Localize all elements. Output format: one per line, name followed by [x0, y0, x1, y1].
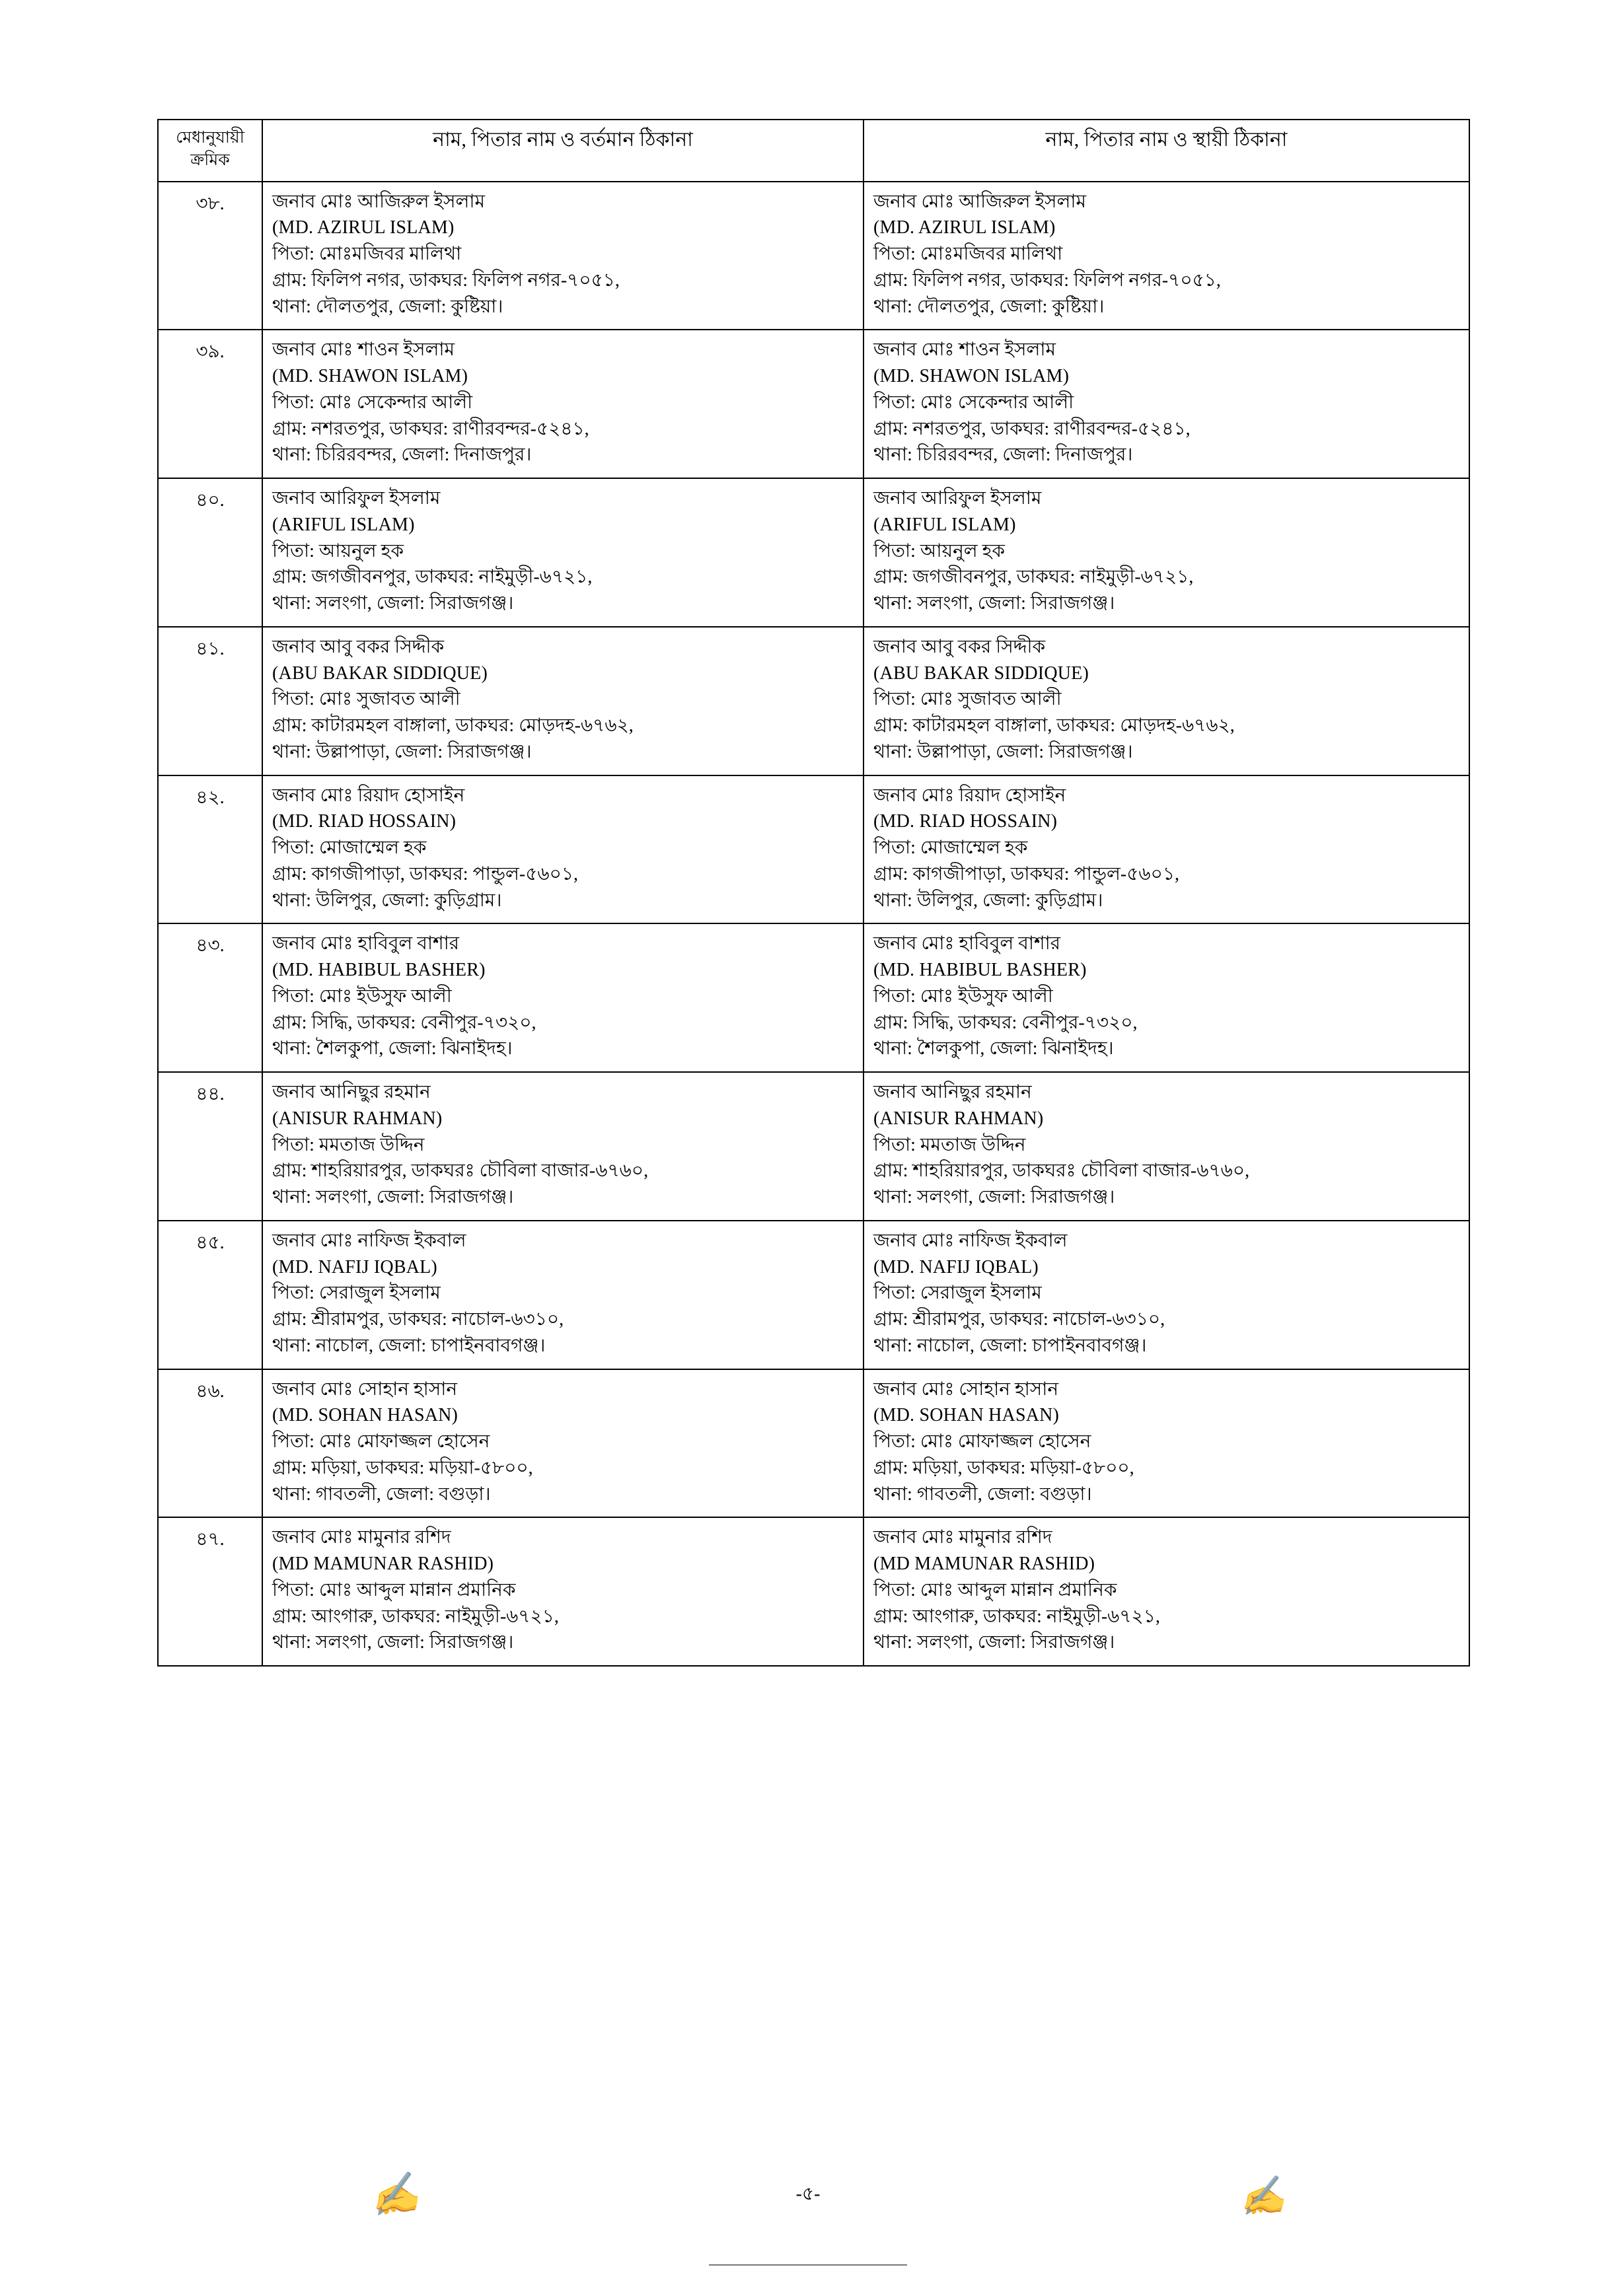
cell-permanent-address — [863, 775, 1469, 924]
address-line: গ্রাম: কাগজীপাড়া, ডাকঘর: পান্ডুল-৫৬০১, — [873, 863, 1179, 884]
address-line: গ্রাম: মড়িয়া, ডাকঘর: মড়িয়া-৫৮০০, — [272, 1457, 533, 1478]
table-row — [158, 478, 1469, 627]
address-line: পিতা: সেরাজুল ইসলাম — [272, 1283, 441, 1304]
cell-permanent-address — [863, 1072, 1469, 1221]
address-line: (ARIFUL ISLAM) — [272, 514, 415, 535]
address-line: পিতা: মোজাম্মেল হক — [272, 838, 427, 858]
cell-serial: ৪৩. — [158, 923, 262, 1072]
address-line: পিতা: সেরাজুল ইসলাম — [873, 1283, 1042, 1304]
address-line: পিতা: মোঃ সেকেন্দার আলী — [272, 392, 473, 413]
address-line: জনাব মোঃ হাবিবুল বাশার — [873, 933, 1061, 954]
cell-present-address — [262, 775, 863, 924]
cell-serial: ৪৬. — [158, 1369, 262, 1518]
address-line: পিতা: মমতাজ উদ্দিন — [873, 1134, 1026, 1155]
address-line: (MD. HABIBUL BASHER) — [272, 960, 486, 980]
address-line: থানা: গাবতলী, জেলা: বগুড়া। — [272, 1484, 491, 1505]
address-line: পিতা: মোঃ সুজাবত আলী — [272, 689, 460, 710]
address-line: থানা: শৈলকুপা, জেলা: ঝিনাইদহ। — [873, 1038, 1114, 1059]
address-line: পিতা: মোঃ ইউসুফ আলী — [873, 986, 1053, 1007]
table-row — [158, 1072, 1469, 1221]
address-line: (MD. SHAWON ISLAM) — [272, 366, 468, 386]
address-line: জনাব আরিফুল ইসলাম — [272, 488, 441, 509]
address-line: গ্রাম: কাটারমহল বাঙ্গালা, ডাকঘর: মোড়দহ-৬৭৬২, — [873, 715, 1235, 736]
address-line: জনাব মোঃ নাফিজ ইকবাল — [272, 1230, 466, 1251]
column-header-permanent-address: নাম, পিতার নাম ও স্থায়ী ঠিকানা — [863, 120, 1469, 182]
address-line: গ্রাম: শাহরিয়ারপুর, ডাকঘরঃ চৌবিলা বাজার-৬৭৬০, — [272, 1161, 649, 1182]
address-line: (ANISUR RAHMAN) — [272, 1108, 443, 1129]
column-header-present-address: নাম, পিতার নাম ও বর্তমান ঠিকানা — [262, 120, 863, 182]
cell-serial: ৪৭. — [158, 1517, 262, 1666]
address-line: (MD MAMUNAR RASHID) — [272, 1554, 494, 1574]
address-line: থানা: সলংগা, জেলা: সিরাজগঞ্জ। — [272, 593, 514, 614]
address-line: (ABU BAKAR SIDDIQUE) — [873, 663, 1089, 684]
address-line: জনাব মোঃ মামুনার রশিদ — [873, 1527, 1052, 1548]
cell-permanent-address — [863, 478, 1469, 627]
table-row — [158, 182, 1469, 330]
cell-present-address — [262, 1221, 863, 1369]
cell-permanent-address — [863, 923, 1469, 1072]
address-line: থানা: চিরিরবন্দর, জেলা: দিনাজপুর। — [873, 445, 1133, 466]
address-line: (MD. RIAD HOSSAIN) — [873, 811, 1058, 832]
address-line: গ্রাম: শাহরিয়ারপুর, ডাকঘরঃ চৌবিলা বাজার-৬৭৬০, — [873, 1161, 1250, 1182]
address-line: পিতা: মমতাজ উদ্দিন — [272, 1134, 425, 1155]
address-line: গ্রাম: জগজীবনপুর, ডাকঘর: নাইমুড়ী-৬৭২১, — [873, 567, 1194, 588]
cell-present-address — [262, 1072, 863, 1221]
address-line: (MD. SHAWON ISLAM) — [873, 366, 1070, 386]
table-row — [158, 1517, 1469, 1666]
footer-rule — [709, 2264, 907, 2266]
address-line: থানা: সলংগা, জেলা: সিরাজগঞ্জ। — [873, 593, 1115, 614]
address-line: পিতা: আয়নুল হক — [272, 540, 404, 561]
cell-permanent-address — [863, 330, 1469, 478]
address-line: থানা: নাচোল, জেলা: চাপাইনবাবগঞ্জ। — [272, 1335, 546, 1356]
address-line: পিতা: মোঃ সুজাবত আলী — [873, 689, 1062, 710]
address-line: গ্রাম: কাটারমহল বাঙ্গালা, ডাকঘর: মোড়দহ-৬৭৬২, — [272, 715, 634, 736]
cell-serial: ৩৮. — [158, 182, 262, 330]
cell-permanent-address — [863, 1221, 1469, 1369]
address-line: (MD. HABIBUL BASHER) — [873, 960, 1087, 980]
cell-serial: ৪১. — [158, 627, 262, 775]
address-line: পিতা: মোজাম্মেল হক — [873, 838, 1028, 858]
address-line: থানা: উলিপুর, জেলা: কুড়িগ্রাম। — [272, 890, 502, 911]
address-line: থানা: শৈলকুপা, জেলা: ঝিনাইদহ। — [272, 1038, 513, 1059]
address-line: পিতা: মোঃমজিবর মালিথা — [873, 244, 1063, 264]
address-line: পিতা: মোঃ সেকেন্দার আলী — [873, 392, 1074, 413]
cell-present-address — [262, 627, 863, 775]
table-row — [158, 923, 1469, 1072]
address-line: (MD. RIAD HOSSAIN) — [272, 811, 457, 832]
address-line: গ্রাম: মড়িয়া, ডাকঘর: মড়িয়া-৫৮০০, — [873, 1457, 1134, 1478]
address-line: থানা: সলংগা, জেলা: সিরাজগঞ্জ। — [272, 1632, 514, 1653]
address-line: জনাব আনিছুর রহমান — [873, 1082, 1032, 1102]
address-line: (MD. NAFIJ IQBAL) — [873, 1256, 1039, 1277]
address-line: থানা: উল্লাপাড়া, জেলা: সিরাজগঞ্জ। — [272, 741, 532, 762]
address-line: থানা: নাচোল, জেলা: চাপাইনবাবগঞ্জ। — [873, 1335, 1147, 1356]
signature-left: ✍ — [367, 2170, 423, 2220]
address-line: জনাব মোঃ শাওন ইসলাম — [873, 340, 1056, 361]
address-line: (MD. SOHAN HASAN) — [873, 1405, 1060, 1426]
cell-present-address — [262, 923, 863, 1072]
address-line: জনাব আরিফুল ইসলাম — [873, 488, 1042, 509]
address-line: জনাব আবু বকর সিদ্দীক — [873, 636, 1046, 657]
column-header-serial: মেধানুযায়ী ক্রমিক — [158, 120, 262, 182]
address-line: জনাব মোঃ আজিরুল ইসলাম — [873, 191, 1087, 212]
address-line: থানা: সলংগা, জেলা: সিরাজগঞ্জ। — [873, 1632, 1115, 1653]
cell-permanent-address — [863, 182, 1469, 330]
table-body — [158, 182, 1469, 1667]
cell-serial: ৪৪. — [158, 1072, 262, 1221]
address-line: পিতা: মোঃমজিবর মালিথা — [272, 244, 462, 264]
address-line: থানা: চিরিরবন্দর, জেলা: দিনাজপুর। — [272, 445, 532, 466]
address-line: জনাব মোঃ রিয়াদ হোসাইন — [873, 785, 1066, 806]
cell-serial: ৩৯. — [158, 330, 262, 478]
address-line: থানা: সলংগা, জেলা: সিরাজগঞ্জ। — [873, 1187, 1115, 1207]
table-row — [158, 1369, 1469, 1518]
address-line: থানা: গাবতলী, জেলা: বগুড়া। — [873, 1484, 1092, 1505]
cell-present-address — [262, 1369, 863, 1518]
address-line: গ্রাম: সিদ্ধি, ডাকঘর: বেনীপুর-৭৩২০, — [873, 1012, 1138, 1033]
page-number: -৫- — [795, 2184, 821, 2204]
address-line: গ্রাম: আংগারু, ডাকঘর: নাইমুড়ী-৬৭২১, — [873, 1606, 1160, 1627]
address-line: (MD MAMUNAR RASHID) — [873, 1554, 1095, 1574]
table-row — [158, 330, 1469, 478]
address-line: (MD. AZIRUL ISLAM) — [873, 217, 1056, 238]
address-line: পিতা: আয়নুল হক — [873, 540, 1005, 561]
address-line: জনাব মোঃ শাওন ইসলাম — [272, 340, 455, 361]
cell-permanent-address — [863, 627, 1469, 775]
address-line: গ্রাম: নশরতপুর, ডাকঘর: রাণীরবন্দর-৫২৪১, — [272, 418, 589, 439]
cell-present-address — [262, 330, 863, 478]
address-line: জনাব আবু বকর সিদ্দীক — [272, 636, 445, 657]
cell-serial: ৪৫. — [158, 1221, 262, 1369]
address-line: গ্রাম: শ্রীরামপুর, ডাকঘর: নাচোল-৬৩১০, — [272, 1309, 564, 1330]
table-row — [158, 627, 1469, 775]
address-line: (MD. NAFIJ IQBAL) — [272, 1256, 437, 1277]
address-line: জনাব মোঃ হাবিবুল বাশার — [272, 933, 460, 954]
address-line: জনাব মোঃ রিয়াদ হোসাইন — [272, 785, 465, 806]
address-line: জনাব আনিছুর রহমান — [272, 1082, 431, 1102]
cell-permanent-address — [863, 1369, 1469, 1518]
address-line: গ্রাম: শ্রীরামপুর, ডাকঘর: নাচোল-৬৩১০, — [873, 1309, 1165, 1330]
address-line: থানা: উল্লাপাড়া, জেলা: সিরাজগঞ্জ। — [873, 741, 1133, 762]
cell-present-address — [262, 182, 863, 330]
table-header — [158, 120, 1469, 182]
cell-permanent-address — [863, 1517, 1469, 1666]
address-line: গ্রাম: নশরতপুর, ডাকঘর: রাণীরবন্দর-৫২৪১, — [873, 418, 1191, 439]
address-line: গ্রাম: জগজীবনপুর, ডাকঘর: নাইমুড়ী-৬৭২১, — [272, 567, 593, 588]
address-line: (ANISUR RAHMAN) — [873, 1108, 1044, 1129]
address-line: গ্রাম: ফিলিপ নগর, ডাকঘর: ফিলিপ নগর-৭০৫১, — [272, 269, 620, 291]
address-line: (ARIFUL ISLAM) — [873, 514, 1016, 535]
address-line: থানা: দৌলতপুর, জেলা: কুষ্টিয়া। — [272, 296, 503, 317]
address-line: থানা: সলংগা, জেলা: সিরাজগঞ্জ। — [272, 1187, 514, 1207]
address-line: জনাব মোঃ সোহান হাসান — [873, 1379, 1059, 1400]
address-line: গ্রাম: আংগারু, ডাকঘর: নাইমুড়ী-৬৭২১, — [272, 1606, 559, 1627]
cell-serial: ৪০. — [158, 478, 262, 627]
address-line: পিতা: মোঃ আব্দুল মান্নান প্রমানিক — [272, 1579, 516, 1600]
address-line: জনাব মোঃ সোহান হাসান — [272, 1379, 458, 1400]
address-line: (ABU BAKAR SIDDIQUE) — [272, 663, 488, 684]
address-line: গ্রাম: কাগজীপাড়া, ডাকঘর: পান্ডুল-৫৬০১, — [272, 863, 578, 884]
cell-present-address — [262, 478, 863, 627]
cell-serial: ৪২. — [158, 775, 262, 924]
address-line: পিতা: মোঃ ইউসুফ আলী — [272, 986, 452, 1007]
candidate-roster-table — [157, 119, 1470, 1667]
address-line: থানা: উলিপুর, জেলা: কুড়িগ্রাম। — [873, 890, 1103, 911]
address-line: পিতা: মোঃ মোফাজ্জল হোসেন — [873, 1431, 1091, 1452]
table-row — [158, 775, 1469, 924]
address-line: গ্রাম: সিদ্ধি, ডাকঘর: বেনীপুর-৭৩২০, — [272, 1012, 536, 1033]
address-line: পিতা: মোঃ মোফাজ্জল হোসেন — [272, 1431, 490, 1452]
address-line: জনাব মোঃ নাফিজ ইকবাল — [873, 1230, 1068, 1251]
address-line: পিতা: মোঃ আব্দুল মান্নান প্রমানিক — [873, 1579, 1117, 1600]
address-line: জনাব মোঃ মামুনার রশিদ — [272, 1527, 451, 1548]
cell-present-address — [262, 1517, 863, 1666]
signature-right: ✍ — [1237, 2174, 1288, 2219]
table-row — [158, 1221, 1469, 1369]
address-line: (MD. AZIRUL ISLAM) — [272, 217, 455, 238]
table-header-row — [158, 120, 1469, 182]
address-line: জনাব মোঃ আজিরুল ইসলাম — [272, 191, 486, 212]
address-line: থানা: দৌলতপুর, জেলা: কুষ্টিয়া। — [873, 296, 1105, 317]
address-line: গ্রাম: ফিলিপ নগর, ডাকঘর: ফিলিপ নগর-৭০৫১, — [873, 269, 1221, 291]
address-line: (MD. SOHAN HASAN) — [272, 1405, 459, 1426]
